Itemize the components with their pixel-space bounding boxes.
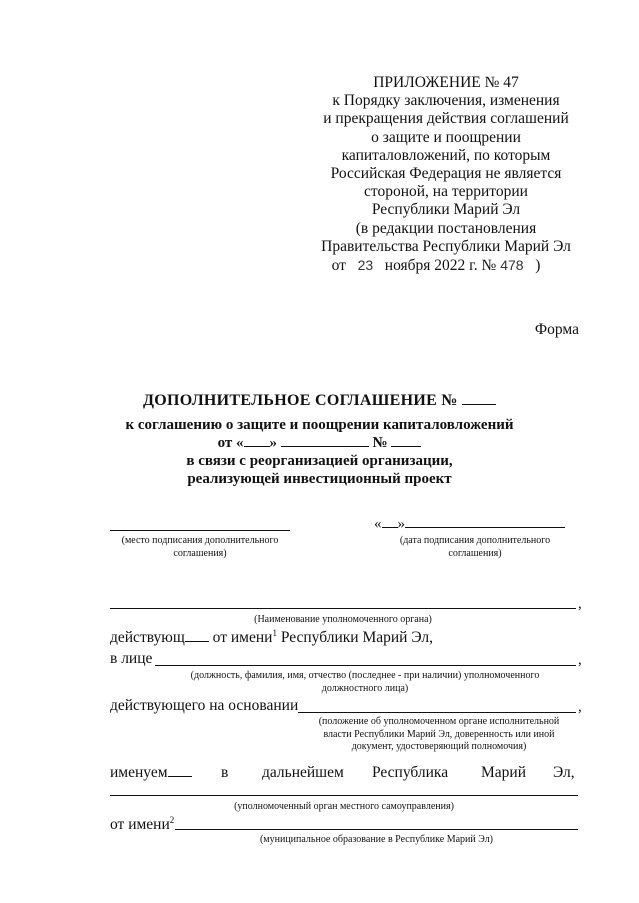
local-government-field[interactable] — [110, 795, 578, 796]
date-close: ) — [535, 257, 541, 275]
date-close-quote: » — [397, 516, 405, 532]
named-word-3: дальнейшем — [262, 764, 344, 781]
comma: , — [578, 699, 582, 715]
appendix-header — [300, 74, 592, 275]
place-caption-line1: (место подписания дополнительного — [121, 535, 279, 546]
appendix-line: стороной, на территории — [364, 183, 528, 201]
basis-caption-line1: (положение об уполномоченном органе исполнительной — [318, 716, 560, 727]
title-quote: » — [269, 435, 278, 451]
authority-name-field[interactable] — [110, 608, 576, 609]
acting-line — [110, 628, 433, 647]
appendix-line: к Порядку заключения, изменения — [332, 92, 560, 110]
authority-caption: (Наименование уполномоченного органа) — [254, 614, 432, 625]
footnote-2: 2 — [169, 815, 175, 825]
title-main: ДОПОЛНИТЕЛЬНОЕ СОГЛАШЕНИЕ № — [142, 392, 458, 409]
place-caption — [100, 535, 300, 560]
appendix-line: Правительства Республики Марий Эл — [321, 237, 571, 255]
named-ending-blank[interactable] — [168, 764, 192, 777]
number-blank[interactable] — [391, 434, 421, 447]
date-open-quote: « — [374, 516, 382, 532]
person-prefix: в лице — [110, 650, 153, 667]
appendix-line: о защите и поощрении — [371, 128, 521, 146]
date-number: 478 — [500, 257, 524, 274]
date-prefix: от — [331, 257, 346, 275]
form-label: Форма — [534, 321, 579, 338]
appendix-line: и прекращения действия соглашений — [323, 110, 569, 128]
title-line3 — [60, 434, 579, 452]
signing-day-blank[interactable] — [382, 515, 398, 528]
appendix-line: ПРИЛОЖЕНИЕ № 47 — [373, 74, 519, 91]
signing-date — [374, 515, 565, 533]
comma: , — [578, 596, 582, 612]
named-word-4: Республика — [372, 764, 449, 781]
date-caption-line1: (дата подписания дополнительного — [399, 535, 551, 546]
named-word — [110, 764, 192, 782]
named-word-6: Эл, — [553, 764, 575, 781]
title-from: от « — [217, 435, 244, 451]
person-caption-line1: (должность, фамилия, имя, отчество (последнее - при наличии) уполномоченного — [190, 670, 540, 681]
agreement-title — [60, 392, 579, 488]
date-day: 23 — [357, 257, 374, 274]
place-signing-field[interactable] — [110, 530, 290, 531]
date-rest: ноября 2022 г. № — [384, 257, 497, 275]
acting-rest: Республики Марий Эл, — [280, 629, 433, 647]
basis-caption — [300, 716, 578, 754]
local-caption: (уполномоченный орган местного самоуправления) — [234, 801, 454, 812]
municipal-field[interactable] — [175, 829, 578, 830]
title-sub — [60, 416, 579, 488]
title-line2: к соглашению о защите и поощрении капиталовложений — [125, 417, 514, 433]
month-year-blank[interactable] — [281, 434, 369, 447]
municipal-caption: (муниципальное образование в Республике Марий Эл) — [259, 834, 494, 845]
agreement-number-blank[interactable] — [462, 392, 496, 405]
signing-month-blank[interactable] — [405, 515, 565, 528]
acting-suffix: от имени — [212, 629, 273, 647]
person-field[interactable] — [155, 665, 576, 666]
place-caption-line2: соглашения) — [173, 547, 227, 559]
title-line4: в связи с реорганизацией организации, — [186, 453, 453, 469]
appendix-line: Российская Федерация не является — [330, 165, 562, 183]
footnote-1: 1 — [272, 628, 277, 638]
appendix-line: капиталовложений, по которым — [341, 146, 551, 164]
appendix-line: Республики Марий Эл — [371, 201, 521, 219]
named-word-5: Марий — [481, 764, 527, 781]
basis-caption-line2: власти Республики Марий Эл, доверенность или иной — [323, 728, 555, 740]
person-caption-line2: должностного лица) — [321, 682, 409, 694]
acting-prefix: действующ — [110, 629, 185, 647]
basis-field[interactable] — [298, 712, 576, 713]
acting-ending-blank[interactable] — [185, 629, 209, 642]
person-caption — [150, 670, 580, 695]
behalf-line — [110, 815, 174, 834]
basis-prefix: действующего на основании — [110, 697, 299, 714]
behalf-prefix: от имени — [110, 816, 170, 834]
title-main-line — [60, 392, 579, 410]
title-line5: реализующей инвестиционный проект — [187, 471, 452, 487]
basis-caption-line3: документ, удостоверяющий полномочия) — [351, 741, 527, 752]
day-blank[interactable] — [244, 434, 270, 447]
title-no: № — [372, 435, 388, 451]
date-caption-line2: соглашения) — [448, 547, 502, 559]
date-caption — [370, 535, 580, 560]
named-word-2: в — [221, 764, 229, 781]
comma: , — [578, 652, 582, 668]
appendix-date-line — [300, 256, 592, 275]
appendix-line: (в редакции постановления — [355, 219, 537, 237]
named-word-1: именуем — [110, 764, 168, 781]
